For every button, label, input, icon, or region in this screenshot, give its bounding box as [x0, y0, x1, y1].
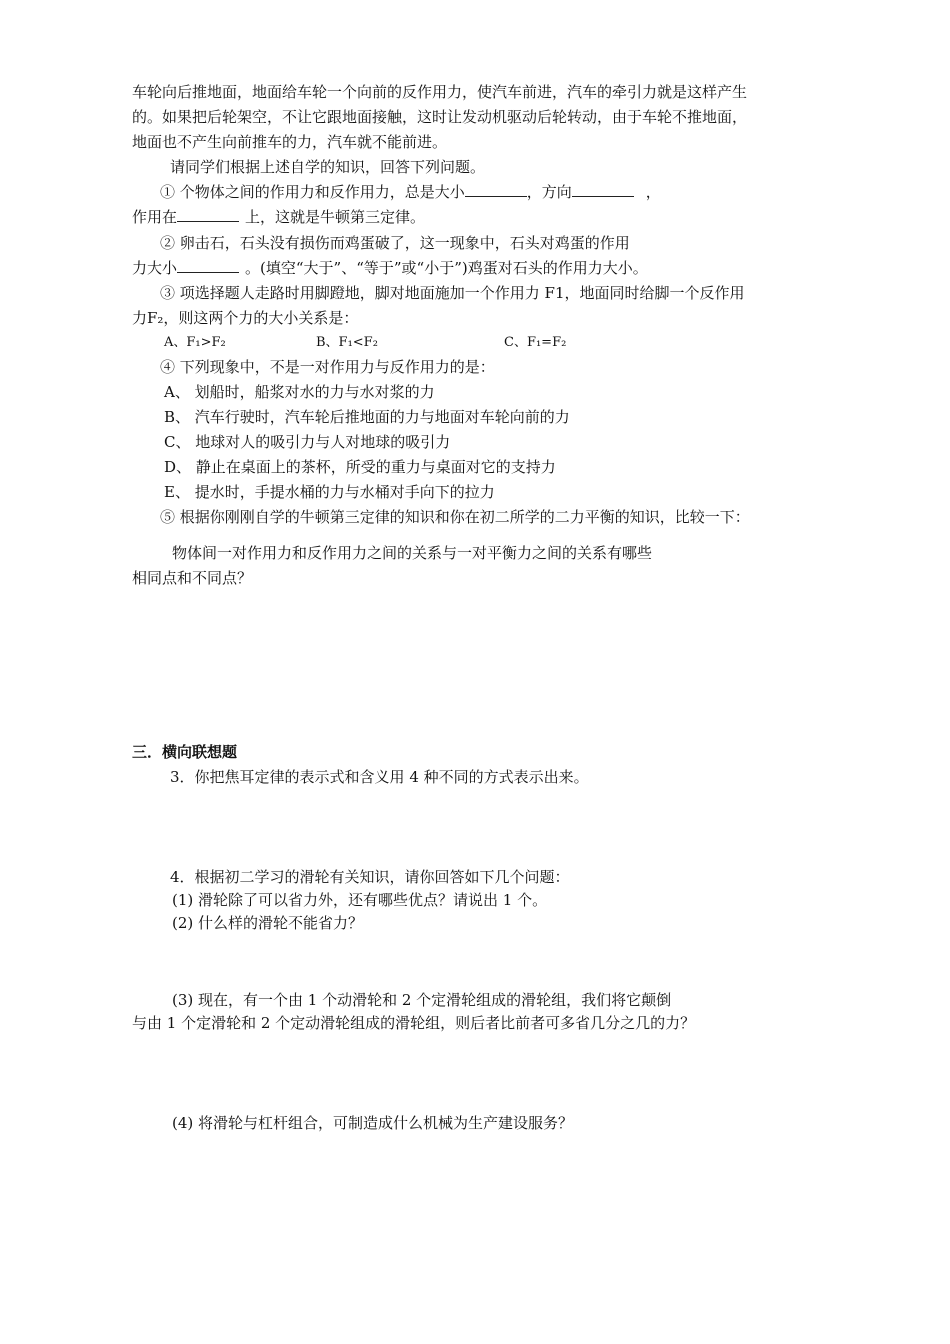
q4-option-e[interactable]: E、 提水时，手提水桶的力与水桶对手向下的拉力	[164, 483, 495, 501]
q4-option-a[interactable]: A、 划船时，船浆对水的力与水对浆的力	[164, 383, 435, 401]
q2-blank-compare[interactable]	[177, 258, 239, 273]
q1-blank-object[interactable]	[177, 207, 239, 222]
q5-line-2: 物体间一对作用力和反作用力之间的关系与一对平衡力之间的关系有哪些	[172, 544, 653, 562]
q1-line-1	[160, 182, 661, 202]
q1-blank-direction[interactable]	[572, 182, 634, 197]
section-3-heading: 三．横向联想题	[132, 743, 238, 761]
item-4-sub-2: (2) 什么样的滑轮不能省力？	[172, 914, 364, 932]
q2-text-b: 。(填空“大于”、“等于”或“小于”)鸡蛋对石头的作用力大小。	[245, 259, 648, 277]
item-4: 4．根据初二学习的滑轮有关知识，请你回答如下几个问题：	[170, 868, 570, 886]
q1-text-a: ① 个物体之间的作用力和反作用力，总是大小	[160, 183, 465, 201]
q5-line-3: 相同点和不同点？	[132, 569, 253, 587]
q4-option-d[interactable]: D、 静止在桌面上的茶杯，所受的重力与桌面对它的支持力	[164, 458, 556, 476]
item-4-sub-3-line-2: 与由 1 个定滑轮和 2 个定动滑轮组成的滑轮组，则后者比前者可多省几分之几的力？	[132, 1014, 696, 1032]
q1-text-c: ，	[645, 183, 661, 201]
item-3: 3．你把焦耳定律的表示式和含义用 4 种不同的方式表示出来。	[170, 768, 589, 786]
q3-option-b[interactable]: B、F₁<F₂	[316, 335, 378, 350]
q1-line-2	[132, 207, 425, 227]
q1-text-e: 上，这就是牛顿第三定律。	[245, 208, 426, 226]
q2-line-2	[132, 258, 648, 278]
q4-option-b[interactable]: B、 汽车行驶时，汽车轮后推地面的力与地面对车轮向前的力	[164, 408, 570, 426]
q3-option-c[interactable]: C、F₁=F₂	[504, 335, 567, 350]
q1-blank-size[interactable]	[465, 182, 527, 197]
item-4-sub-4: (4) 将滑轮与杠杆组合，可制造成什么机械为生产建设服务？	[172, 1114, 574, 1132]
intro-instruction: 请同学们根据上述自学的知识，回答下列问题。	[170, 158, 486, 176]
q1-text-d: 作用在	[132, 208, 178, 226]
item-4-sub-3-line-1: (3) 现在，有一个由 1 个动滑轮和 2 个定滑轮组成的滑轮组，我们将它颠倒	[172, 991, 672, 1009]
intro-line-2: 的。如果把后轮架空，不让它跟地面接触，这时让发动机驱动后轮转动，由于车轮不推地面，	[132, 108, 748, 126]
item-4-sub-1: (1) 滑轮除了可以省力外，还有哪些优点？请说出 1 个。	[172, 891, 548, 909]
intro-line-1: 车轮向后推地面，地面给车轮一个向前的反作用力，使汽车前进，汽车的牵引力就是这样产生	[132, 83, 748, 101]
q4-stem: ④ 下列现象中，不是一对作用力与反作用力的是：	[160, 358, 495, 376]
q2-line-1: ② 卵击石，石头没有损伤而鸡蛋破了，这一现象中，石头对鸡蛋的作用	[160, 234, 630, 252]
q3-line-1: ③ 项选择题人走路时用脚蹬地，脚对地面施加一个作用力 F1，地面同时给脚一个反作用	[160, 284, 745, 302]
q4-option-c[interactable]: C、 地球对人的吸引力与人对地球的吸引力	[164, 433, 451, 451]
q5-line-1: ⑤ 根据你刚刚自学的牛顿第三定律的知识和你在初二所学的二力平衡的知识，比较一下：	[160, 508, 750, 526]
q2-text-a: 力大小	[132, 259, 178, 277]
q3-line-2: 力F₂，则这两个力的大小关系是：	[132, 309, 359, 327]
q3-option-a[interactable]: A、F₁>F₂	[164, 335, 226, 350]
q1-text-b: ，方向	[526, 183, 572, 201]
intro-line-3: 地面也不产生向前推车的力，汽车就不能前进。	[132, 133, 448, 151]
